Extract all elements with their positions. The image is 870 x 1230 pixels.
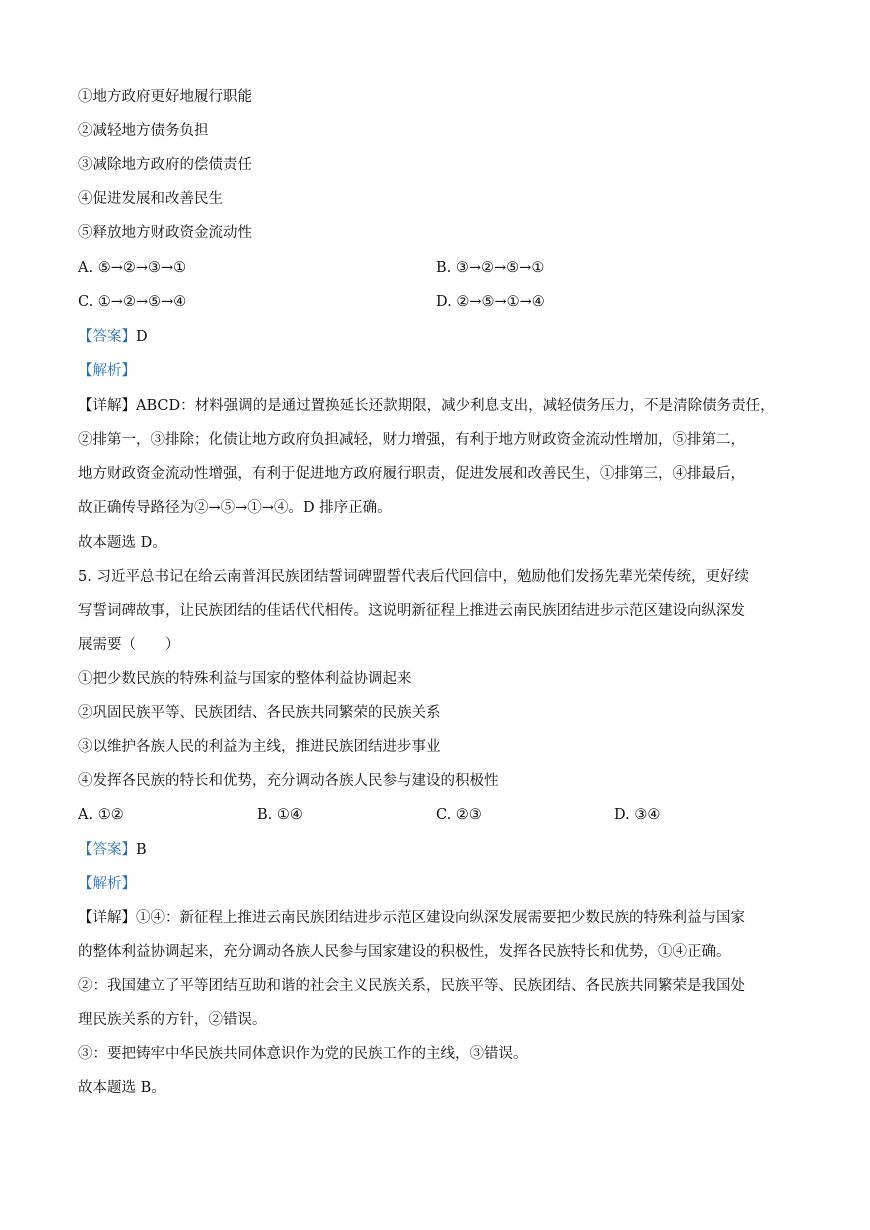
q5-detail-text-1: ①④：新征程上推进云南民族团结进步示范区建设向纵深发展需要把少数民族的特殊利益与国家	[136, 910, 745, 926]
q5-detail-line-4: 理民族关系的方针，②错误。	[78, 1012, 267, 1028]
q4-conclusion: 故本题选 D。	[78, 535, 167, 551]
q4-option-a: A. ⑤→②→③→①	[78, 260, 187, 276]
q5-option-c: C. ②③	[436, 807, 482, 823]
q4-option-c: C. ①→②→⑤→④	[78, 294, 187, 310]
q4-answer	[78, 327, 148, 347]
q4-option-d: D. ②→⑤→①→④	[436, 294, 545, 310]
q4-detail-line-4: 故正确传导路径为②→⑤→①→④。D 排序正确。	[78, 500, 392, 516]
q5-answer-label: 【答案】	[78, 842, 136, 858]
q5-detail-line-5: ③：要把铸牢中华民族共同体意识作为党的民族工作的主线，③错误。	[78, 1046, 528, 1062]
q5-option-a: A. ①②	[78, 807, 124, 823]
q5-option-d: D. ③④	[614, 807, 661, 823]
q5-answer	[78, 840, 147, 860]
q5-detail-line-1	[78, 908, 745, 928]
q4-item-2: ②减轻地方债务负担	[78, 123, 209, 139]
q4-item-3: ③减除地方政府的偿债责任	[78, 157, 252, 173]
q4-answer-label: 【答案】	[78, 329, 136, 345]
q4-answer-value: D	[136, 329, 148, 345]
q5-item-2: ②巩固民族平等、民族团结、各民族共同繁荣的民族关系	[78, 705, 441, 721]
q4-analysis-label: 【解析】	[78, 363, 136, 379]
q4-detail-text-1: ABCD：材料强调的是通过置换延长还款期限，减少利息支出，减轻债务压力，不是清除债务责任，	[136, 398, 775, 414]
q4-detail-line-3: 地方财政资金流动性增强，有利于促进地方政府履行职责，促进发展和改善民生，①排第三，④排最后，	[78, 466, 745, 482]
q5-item-1: ①把少数民族的特殊利益与国家的整体利益协调起来	[78, 671, 412, 687]
q4-option-b: B. ③→②→⑤→①	[436, 260, 545, 276]
q5-detail-line-3: ②：我国建立了平等团结互助和谐的社会主义民族关系，民族平等、民族团结、各民族共同繁荣是我国处	[78, 978, 745, 994]
q4-analysis	[78, 361, 136, 381]
q5-conclusion: 故本题选 B。	[78, 1080, 166, 1096]
q4-item-4: ④促进发展和改善民生	[78, 191, 223, 207]
q4-detail-line-2: ②排第一，③排除；化债让地方政府负担减轻，财力增强，有利于地方财政资金流动性增加，⑤排第二，	[78, 432, 745, 448]
q4-detail-label: 【详解】	[78, 398, 136, 414]
q5-detail-label: 【详解】	[78, 910, 136, 926]
q5-stem-line-2: 写誓词碑故事，让民族团结的佳话代代相传。这说明新征程上推进云南民族团结进步示范区建设向纵深发	[78, 603, 745, 619]
q5-answer-value: B	[136, 842, 147, 858]
q4-detail-line-1	[78, 396, 775, 416]
q5-analysis	[78, 874, 136, 894]
q5-stem-line-1: 5. 习近平总书记在给云南普洱民族团结誓词碑盟誓代表后代回信中，勉励他们发扬先辈光荣传统，更好续	[78, 569, 749, 585]
q4-item-1: ①地方政府更好地履行职能	[78, 89, 252, 105]
q5-item-3: ③以维护各族人民的利益为主线，推进民族团结进步事业	[78, 739, 441, 755]
q4-item-5: ⑤释放地方财政资金流动性	[78, 225, 252, 241]
q5-stem-line-3: 展需要（ ）	[78, 637, 180, 653]
q5-option-b: B. ①④	[257, 807, 303, 823]
q5-analysis-label: 【解析】	[78, 876, 136, 892]
q5-item-4: ④发挥各民族的特长和优势，充分调动各族人民参与建设的积极性	[78, 773, 499, 789]
q5-detail-line-2: 的整体利益协调起来，充分调动各族人民参与国家建设的积极性，发挥各民族特长和优势，①④正确。	[78, 944, 731, 960]
